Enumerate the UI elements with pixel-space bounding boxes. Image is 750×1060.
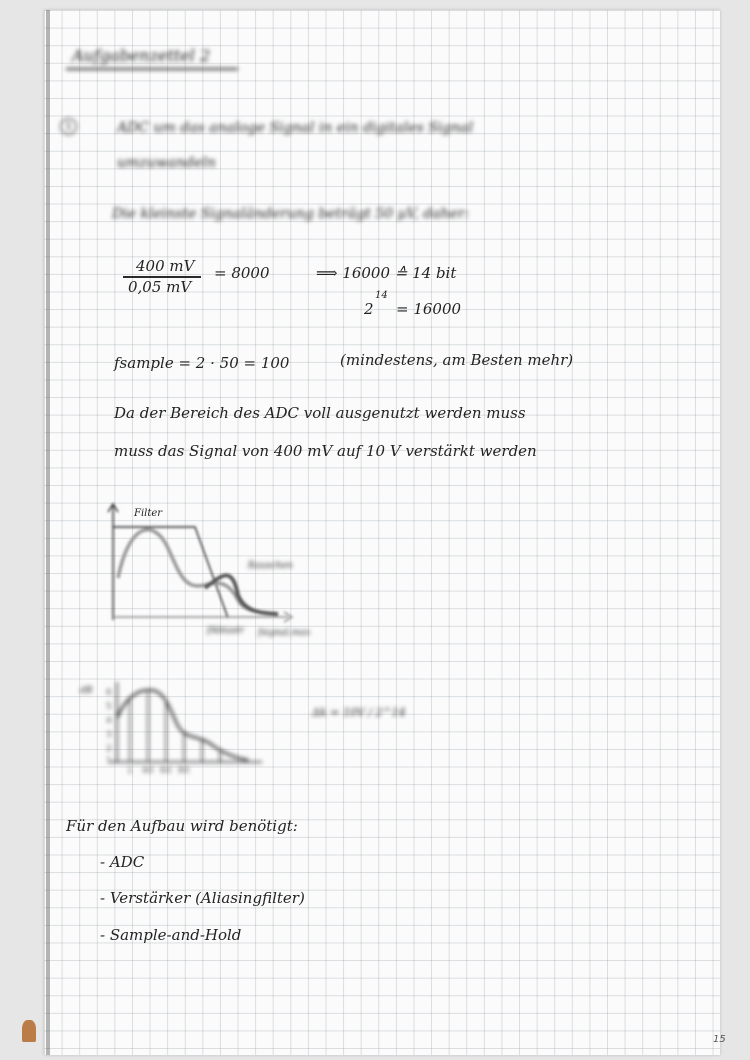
label-rauschen: Rauschen — [248, 561, 293, 571]
build-heading: Für den Aufbau wird benötigt: — [66, 817, 298, 835]
ytick-4: 4 — [106, 716, 112, 726]
page-title: Aufgabenzettel 2 — [72, 46, 211, 65]
power-base: 2 — [364, 300, 374, 318]
range-line2: muss das Signal von 400 mV auf 10 V verstärkt werden — [114, 442, 537, 460]
xtick-1: 1 — [127, 766, 133, 776]
ytick-1: 1 — [106, 756, 112, 766]
build-item-verstaerker: - Verstärker (Aliasingfilter) — [100, 889, 305, 907]
bits-result: ⟹ 16000 ≙ 14 bit — [316, 264, 457, 282]
ytick-5: 5 — [106, 702, 112, 712]
task1-line2: umzuwandeln — [117, 155, 216, 171]
range-line1: Da der Bereich des ADC voll ausgenutzt werden muss — [114, 404, 526, 422]
scan-artifact — [22, 1020, 36, 1042]
sample-formula: fsample = 2 · 50 = 100 — [114, 354, 290, 372]
xtick-3: 60 — [160, 766, 172, 776]
sample-note: (mindestens, am Besten mehr) — [340, 351, 574, 369]
sampled-curve — [117, 690, 248, 760]
fraction-numerator: 400 mV — [136, 257, 195, 275]
xtick-4: 80 — [178, 766, 190, 776]
power-exponent: 14 — [375, 290, 388, 301]
build-item-adc: - ADC — [100, 853, 145, 871]
sample-lines — [130, 690, 220, 762]
label-filter: Filter — [134, 508, 163, 519]
plot2-y-label: dB — [80, 686, 93, 696]
task1-line3: Die kleinste Signaländerung beträgt 50 µV, daher: — [112, 206, 470, 222]
ytick-2: 2 — [106, 744, 112, 754]
resolution-formula: Δk = 10V / 2^14 — [312, 706, 406, 719]
task1-line1: ADC um das analoge Signal in ein digitales Signal — [117, 120, 474, 136]
build-item-sample-hold: - Sample-and-Hold — [100, 926, 242, 944]
result-8000: = 8000 — [214, 264, 270, 282]
label-fabtast: fAbtastr — [207, 626, 245, 636]
xtick-2: 40 — [142, 766, 154, 776]
ytick-3: 3 — [106, 730, 112, 740]
page-number: 15 — [713, 1034, 726, 1045]
power-rhs: = 16000 — [396, 300, 462, 318]
task-number-circle: 1 — [60, 118, 77, 135]
ytick-6: 6 — [106, 688, 112, 698]
label-fsignal-max: fsignal,max — [258, 628, 311, 638]
fraction-denominator: 0,05 mV — [128, 278, 192, 296]
